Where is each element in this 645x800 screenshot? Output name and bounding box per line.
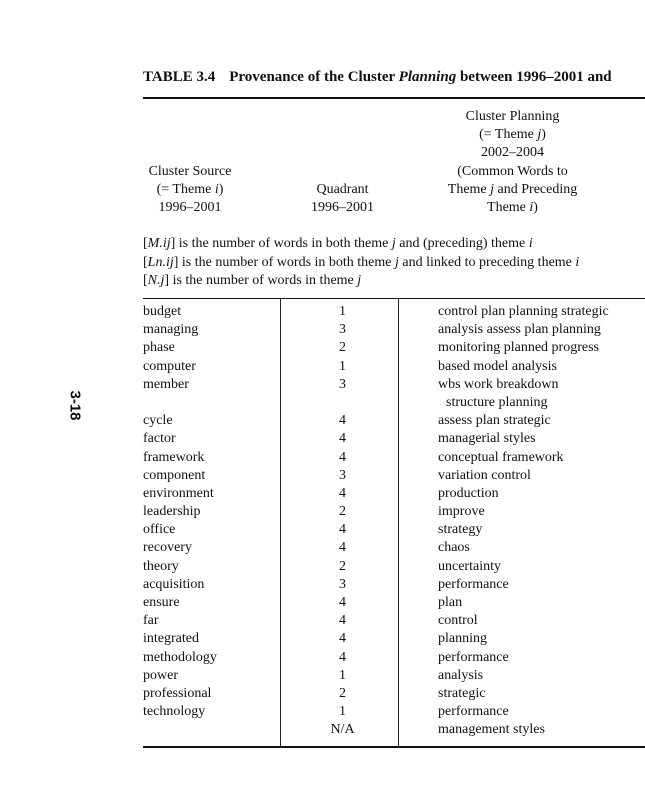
cell-cluster-source: integrated [143, 631, 199, 647]
cell-cluster-source: factor [143, 431, 176, 447]
cell-quadrant: 4 [339, 485, 346, 501]
cell-cluster-source: methodology [143, 649, 217, 665]
cell-cluster-source [143, 394, 217, 412]
cell-quadrant: 2 [339, 340, 346, 356]
cell-quadrant: 3 [339, 376, 346, 392]
cell-common-words: control plan planning strategic [438, 304, 609, 319]
cell-common-words: based model analysis [438, 358, 557, 374]
cell-quadrant: 4 [339, 540, 346, 556]
cell-quadrant: 2 [339, 685, 346, 701]
header-planning-line: (= Theme j) [479, 127, 546, 143]
cell-common-words: plan [438, 595, 463, 610]
table-label: TABLE 3.4 [143, 69, 216, 85]
column-divider [398, 299, 399, 746]
cell-quadrant: 1 [339, 304, 346, 319]
header-source-line: (= Theme i) [156, 182, 224, 198]
note-line: [Ln.ij] is the number of words in both theme j and linked to preceding theme i [143, 254, 580, 270]
cell-cluster-source: framework [143, 449, 205, 465]
bottom-rule [143, 746, 645, 748]
cell-quadrant: 4 [339, 522, 346, 538]
cell-common-words: performance [438, 704, 509, 720]
table-title [143, 69, 612, 86]
cell-common-words: control [438, 613, 478, 629]
cell-cluster-source [143, 721, 217, 739]
cell-cluster-source: power [143, 667, 178, 683]
cell-cluster-source: office [143, 522, 176, 538]
cell-common-words: production [438, 485, 499, 501]
header-planning-line: 2002–2004 [481, 145, 544, 161]
top-rule [143, 97, 645, 99]
cell-common-words: structure planning [446, 394, 548, 410]
header-quadrant-line: 1996–2001 [311, 200, 374, 216]
cell-common-words: performance [438, 576, 509, 592]
header-planning-line: Cluster Planning [465, 109, 560, 124]
cell-cluster-source: budget [143, 304, 182, 319]
cell-quadrant: 4 [339, 613, 346, 629]
cell-quadrant: 2 [339, 558, 346, 574]
source-column [143, 303, 217, 740]
title-prefix: Provenance of the Cluster [229, 69, 399, 85]
header-cluster-planning [425, 108, 600, 217]
cell-quadrant: 4 [339, 631, 346, 647]
cell-common-words: management styles [438, 722, 545, 738]
cell-common-words: strategy [438, 522, 483, 538]
cell-quadrant: 4 [339, 595, 346, 610]
title-suffix: between 1996–2001 and [456, 69, 612, 85]
cell-quadrant: 2 [339, 504, 346, 520]
cell-common-words: analysis [438, 667, 484, 683]
cell-cluster-source: ensure [143, 595, 180, 610]
page-number: 3-18 [66, 390, 84, 421]
cell-common-words: chaos [438, 540, 470, 556]
header-planning-line: (Common Words to [457, 163, 568, 179]
cell-common-words: planning [438, 631, 487, 647]
header-cluster-source [135, 163, 245, 218]
cell-quadrant: 3 [339, 576, 346, 592]
cell-quadrant: 4 [339, 449, 346, 465]
cell-cluster-source: far [143, 613, 159, 629]
cell-cluster-source: acquisition [143, 576, 205, 592]
cell-quadrant: 4 [339, 413, 346, 429]
cell-common-words: monitoring planned progress [438, 340, 599, 356]
cell-common-words: conceptual framework [438, 449, 564, 465]
common-words-column [438, 303, 609, 740]
note-line: [N.j] is the number of words in theme j [143, 273, 362, 288]
cell-cluster-source: environment [143, 485, 214, 501]
cell-common-words: wbs work breakdown [438, 376, 559, 392]
cell-quadrant: 1 [339, 704, 346, 720]
cell-cluster-source: theory [143, 558, 179, 574]
title-italic: Planning [398, 69, 457, 85]
cell-common-words: managerial styles [438, 431, 536, 447]
cell-quadrant: 4 [339, 649, 346, 665]
cell-quadrant: 1 [339, 667, 346, 683]
header-quadrant-line: Quadrant [316, 182, 369, 197]
cell-quadrant [320, 394, 365, 412]
cell-common-words: strategic [438, 685, 486, 701]
cell-cluster-source: leadership [143, 504, 201, 520]
header-quadrant [295, 181, 390, 217]
cell-cluster-source: managing [143, 322, 199, 338]
cell-cluster-source: computer [143, 358, 196, 374]
header-source-line: Cluster Source [148, 164, 232, 179]
cell-common-words: improve [438, 504, 485, 520]
cell-quadrant: 4 [339, 431, 346, 447]
cell-cluster-source: technology [143, 704, 206, 720]
cell-cluster-source: professional [143, 685, 212, 701]
header-source-line: 1996–2001 [158, 200, 222, 216]
cell-quadrant: 3 [339, 467, 346, 483]
header-planning-line: Theme j and Preceding [447, 181, 578, 197]
cell-cluster-source: phase [143, 340, 175, 356]
cell-common-words: variation control [438, 467, 531, 483]
cell-common-words: uncertainty [438, 558, 501, 574]
cell-cluster-source: component [143, 467, 206, 483]
cell-common-words: assess plan strategic [438, 413, 551, 429]
column-divider [280, 299, 281, 746]
cell-common-words: analysis assess plan planning [438, 322, 601, 338]
cell-cluster-source: member [143, 376, 189, 392]
quadrant-column [320, 303, 365, 740]
header-rule [143, 298, 645, 299]
note-line: [M.ij] is the number of words in both theme j and (preceding) theme i [143, 236, 533, 251]
cell-quadrant: 1 [339, 358, 346, 374]
table-notes [143, 235, 579, 291]
cell-common-words: performance [438, 649, 509, 665]
cell-cluster-source: recovery [143, 540, 192, 556]
cell-quadrant: N/A [330, 722, 355, 738]
header-planning-line: Theme i) [487, 200, 538, 216]
cell-cluster-source: cycle [143, 413, 173, 429]
cell-quadrant: 3 [339, 322, 346, 338]
